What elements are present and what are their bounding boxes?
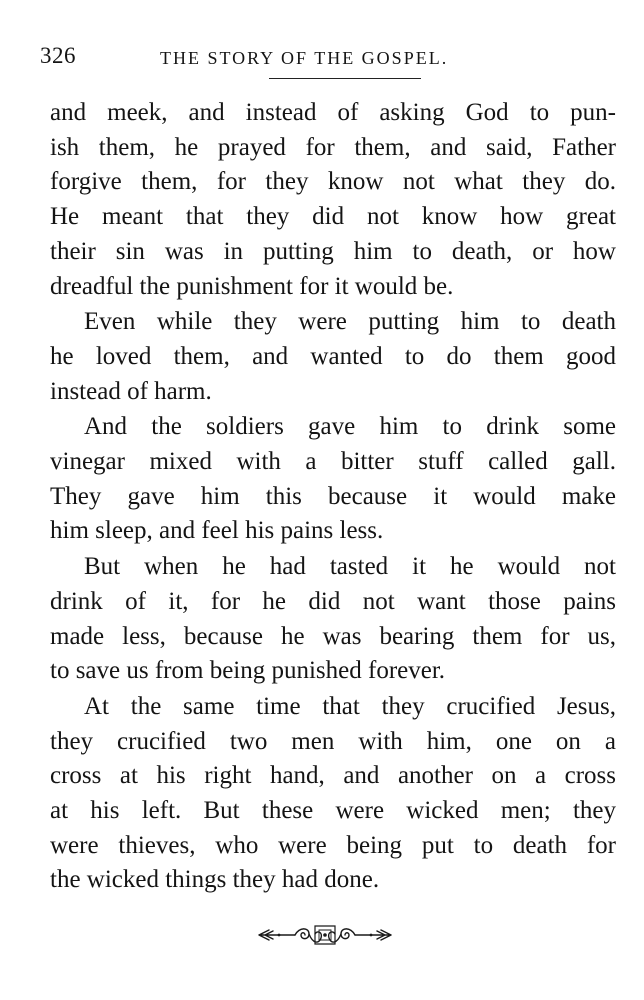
text-line: They gave him this because it would make bbox=[50, 482, 616, 510]
body-text bbox=[50, 96, 616, 898]
text-line: He meant that they did not know how great bbox=[50, 203, 616, 231]
paragraph-2 bbox=[50, 305, 616, 409]
text-line: Even while they were putting him to death bbox=[84, 308, 616, 336]
tailpiece-ornament-icon bbox=[255, 918, 395, 952]
running-head bbox=[40, 40, 614, 80]
text-line: dreadful the punishment for it would be. bbox=[50, 272, 454, 300]
text-line: to save us from being punished forever. bbox=[50, 657, 446, 685]
text-line: cross at his right hand, and another on a cross bbox=[50, 762, 616, 790]
text-line: made less, because he was bearing them for us, bbox=[50, 622, 616, 650]
text-line: At the same time that they crucified Jesus, bbox=[84, 692, 616, 720]
text-line: instead of harm. bbox=[50, 377, 212, 405]
text-line: were thieves, who were being put to death for bbox=[50, 831, 616, 859]
text-line: drink of it, for he did not want those pains bbox=[50, 587, 616, 615]
text-line: ish them, he prayed for them, and said, Father bbox=[50, 133, 616, 161]
text-line: But when he had tasted it he would not bbox=[84, 553, 616, 581]
paragraph-1 bbox=[50, 96, 616, 304]
paragraph-3 bbox=[50, 410, 616, 549]
text-line: him sleep, and feel his pains less. bbox=[50, 517, 384, 545]
text-line: And the soldiers gave him to drink some bbox=[84, 413, 616, 441]
paragraph-5 bbox=[50, 690, 616, 898]
paragraph-4 bbox=[50, 550, 616, 689]
text-line: their sin was in putting him to death, or how bbox=[50, 237, 616, 265]
text-line: at his left. But these were wicked men; they bbox=[50, 797, 616, 825]
text-line: the wicked things they had done. bbox=[50, 866, 380, 894]
header-rule bbox=[269, 78, 421, 79]
page-number: 326 bbox=[40, 43, 76, 68]
text-line: and meek, and instead of asking God to pun- bbox=[50, 99, 616, 126]
text-line: he loved them, and wanted to do them good bbox=[50, 342, 616, 370]
running-title: THE STORY OF THE GOSPEL. bbox=[160, 48, 449, 68]
text-line: vinegar mixed with a bitter stuff called gall. bbox=[50, 448, 616, 476]
text-line: they crucified two men with him, one on a bbox=[50, 727, 616, 755]
text-line: forgive them, for they know not what they do. bbox=[50, 168, 616, 196]
